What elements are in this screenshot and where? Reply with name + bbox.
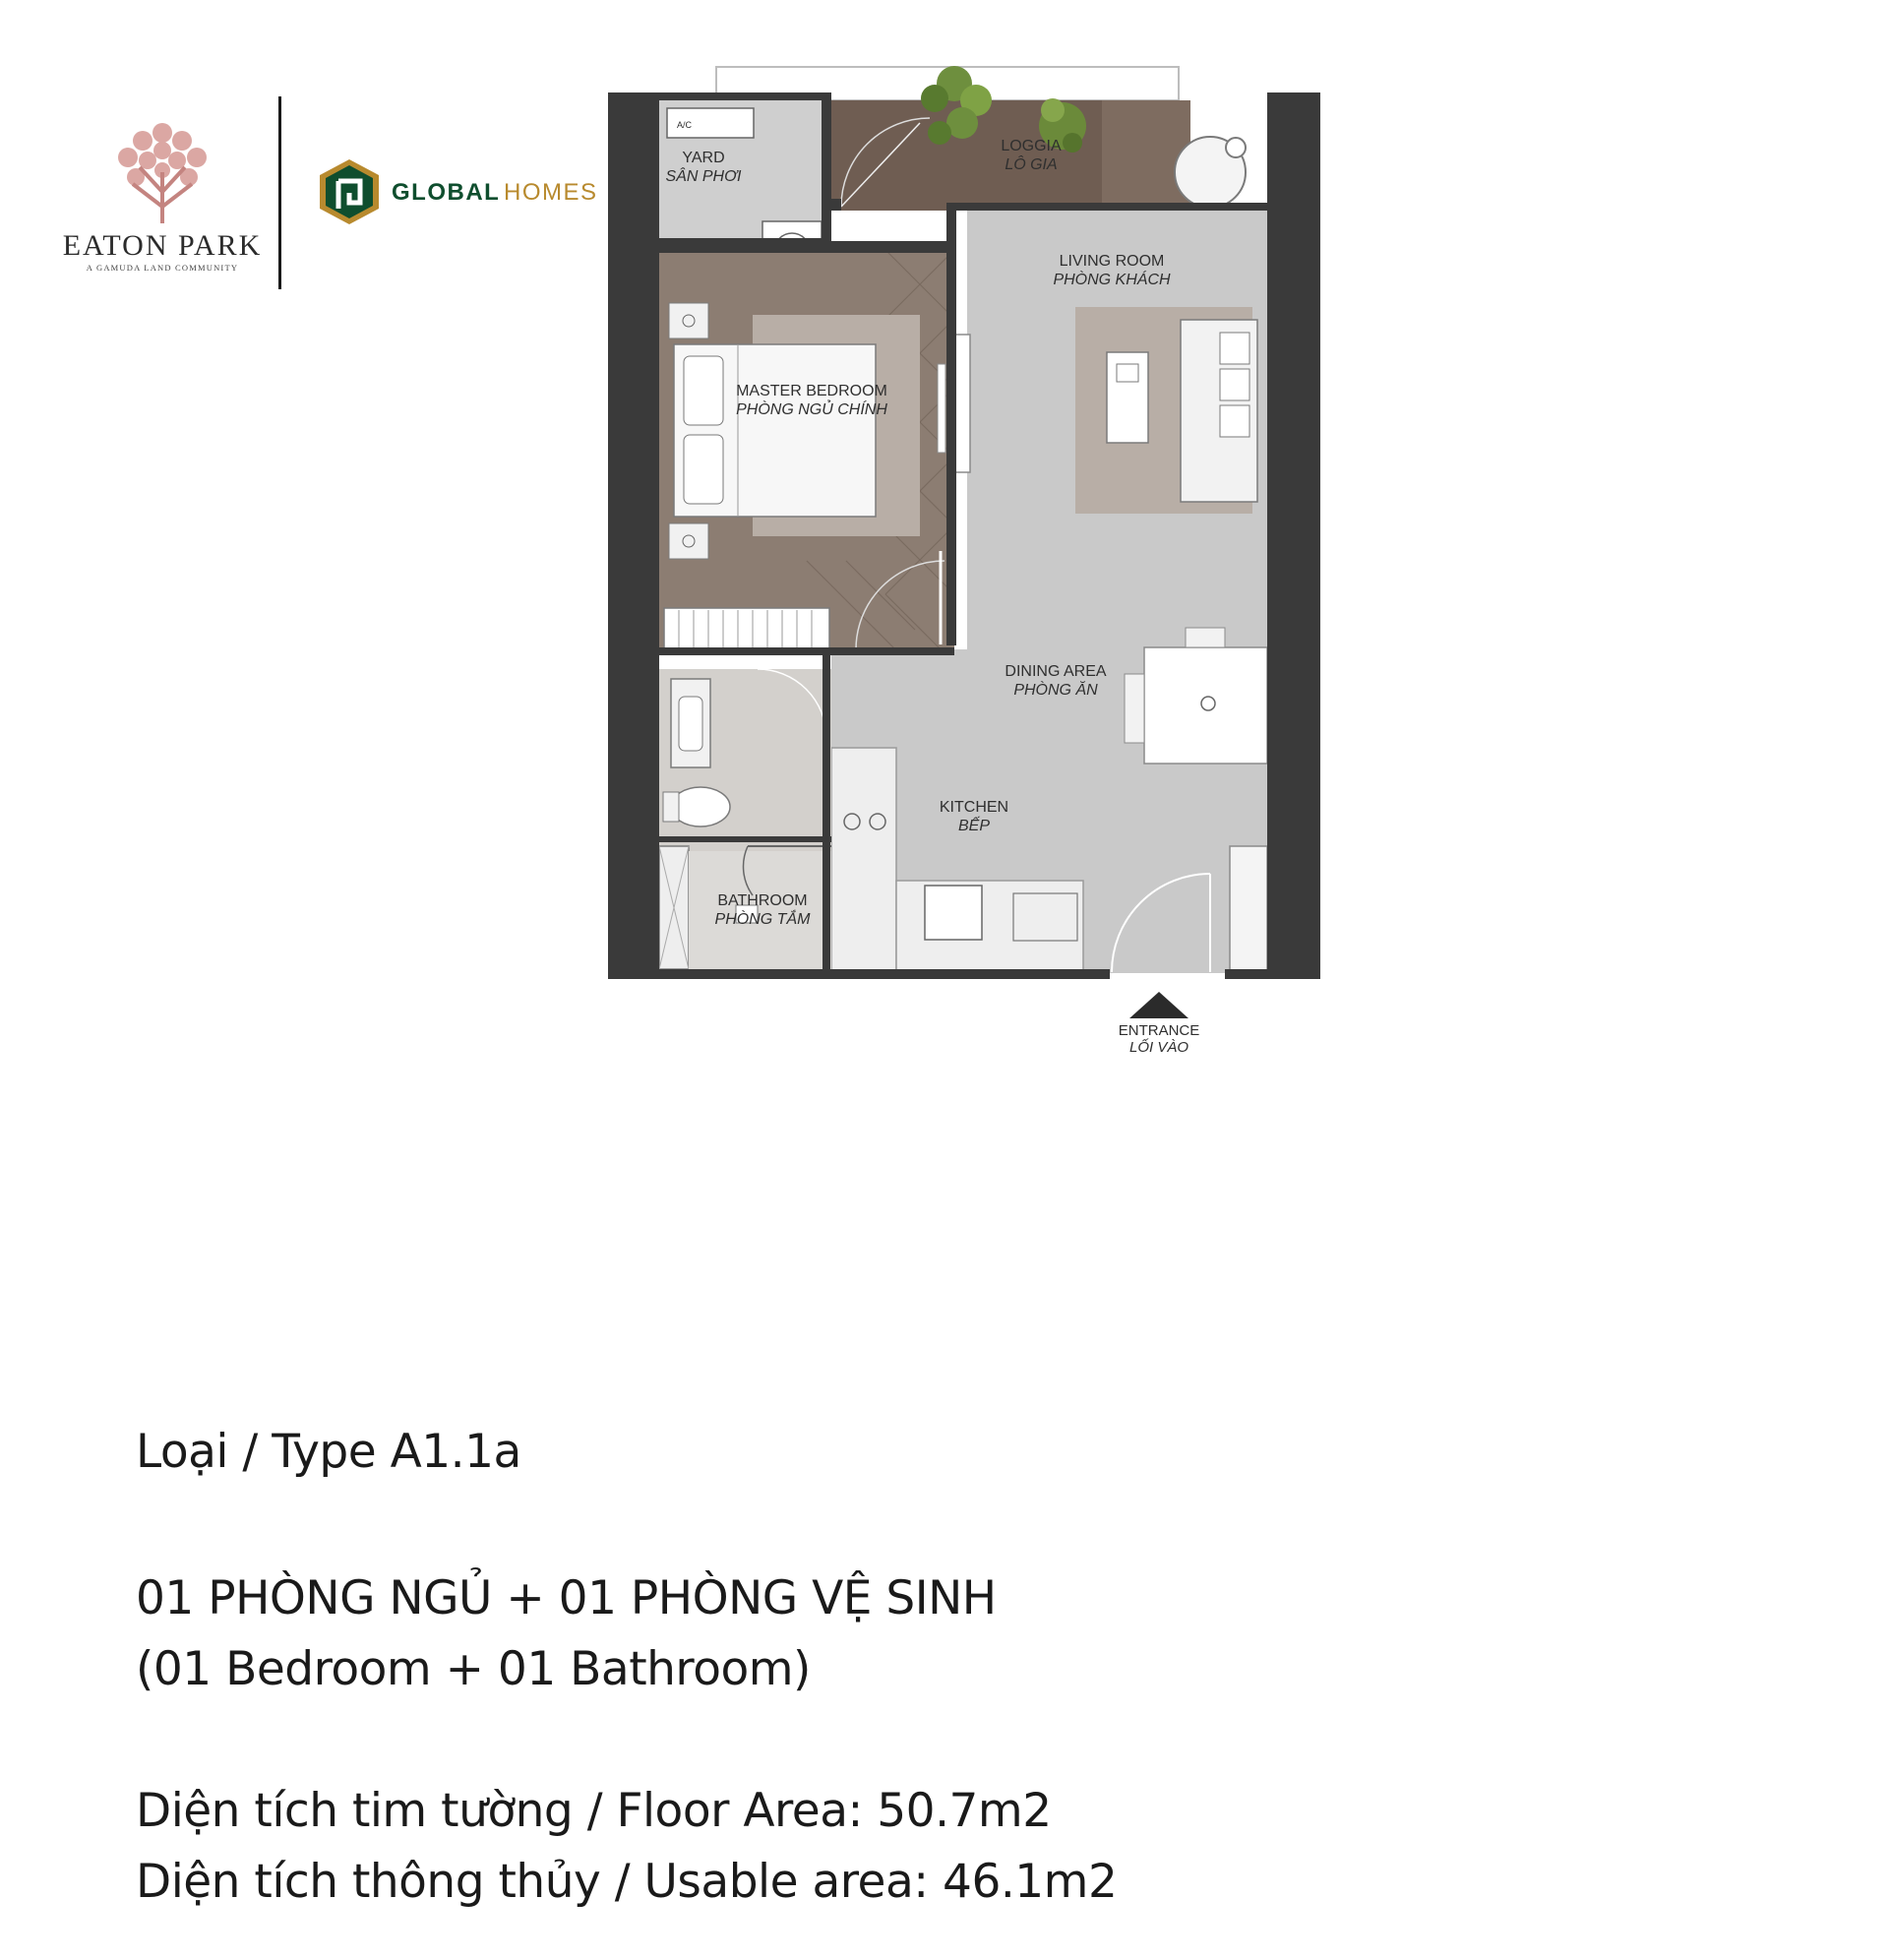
kitchen-counter xyxy=(831,748,896,973)
entrance-label: ENTRANCE xyxy=(1118,1022,1200,1039)
loggia-label: LOGGIA xyxy=(1001,138,1062,154)
yard-label: YARD xyxy=(682,150,725,166)
logo-divider xyxy=(278,96,281,289)
dining-area-label-vi: PHÒNG ĂN xyxy=(1013,682,1098,699)
kitchen-label-vi: BẾP xyxy=(957,818,991,834)
wardrobe-icon xyxy=(664,608,829,649)
fridge-icon xyxy=(1230,846,1267,972)
tree-icon xyxy=(49,113,275,226)
usable-area: Diện tích thông thủy / Usable area: 46.1m2 xyxy=(136,1855,1118,1909)
loggia-label-vi: LÔ GIA xyxy=(1005,156,1058,173)
nightstand-icon xyxy=(669,303,708,338)
unit-rooms-en: (01 Bedroom + 01 Bathroom) xyxy=(136,1642,811,1696)
floor-plan xyxy=(590,39,1338,1053)
hexagon-logo-icon xyxy=(317,157,382,226)
unit-rooms-vi: 01 PHÒNG NGỦ + 01 PHÒNG VỆ SINH xyxy=(136,1571,997,1625)
dining-table-icon xyxy=(1144,647,1267,764)
living-room-label: LIVING ROOM xyxy=(1059,253,1165,270)
dining-area-label: DINING AREA xyxy=(1005,663,1107,680)
eaton-tagline: A GAMUDA LAND COMMUNITY xyxy=(86,263,239,273)
kitchen-label: KITCHEN xyxy=(939,799,1009,816)
floor-area: Diện tích tim tường / Floor Area: 50.7m2 xyxy=(136,1784,1052,1838)
living-room-label-vi: PHÒNG KHÁCH xyxy=(1053,272,1171,288)
master-bedroom-label-vi: PHÒNG NGỦ CHÍNH xyxy=(736,401,887,418)
entrance-label-vi: LỐI VÀO xyxy=(1128,1039,1189,1053)
bathroom-label: BATHROOM xyxy=(717,892,808,909)
homes-word: HOMES xyxy=(504,179,598,206)
eaton-park-logo xyxy=(49,113,275,285)
yard-label-vi: SÂN PHƠI xyxy=(665,168,742,185)
bathroom-label-vi: PHÒNG TẮM xyxy=(714,911,811,928)
global-homes-logo xyxy=(317,157,612,226)
entrance-arrow-icon xyxy=(1129,992,1188,1018)
master-bedroom-label: MASTER BEDROOM xyxy=(736,383,887,399)
eaton-name: EATON PARK xyxy=(62,229,263,262)
ac-label: A/C xyxy=(677,120,693,130)
unit-type: Loại / Type A1.1a xyxy=(136,1425,521,1479)
coffee-table-icon xyxy=(1107,352,1148,443)
global-word: GLOBAL xyxy=(392,179,501,206)
toilet-icon xyxy=(671,787,730,827)
sink-icon xyxy=(925,886,982,940)
